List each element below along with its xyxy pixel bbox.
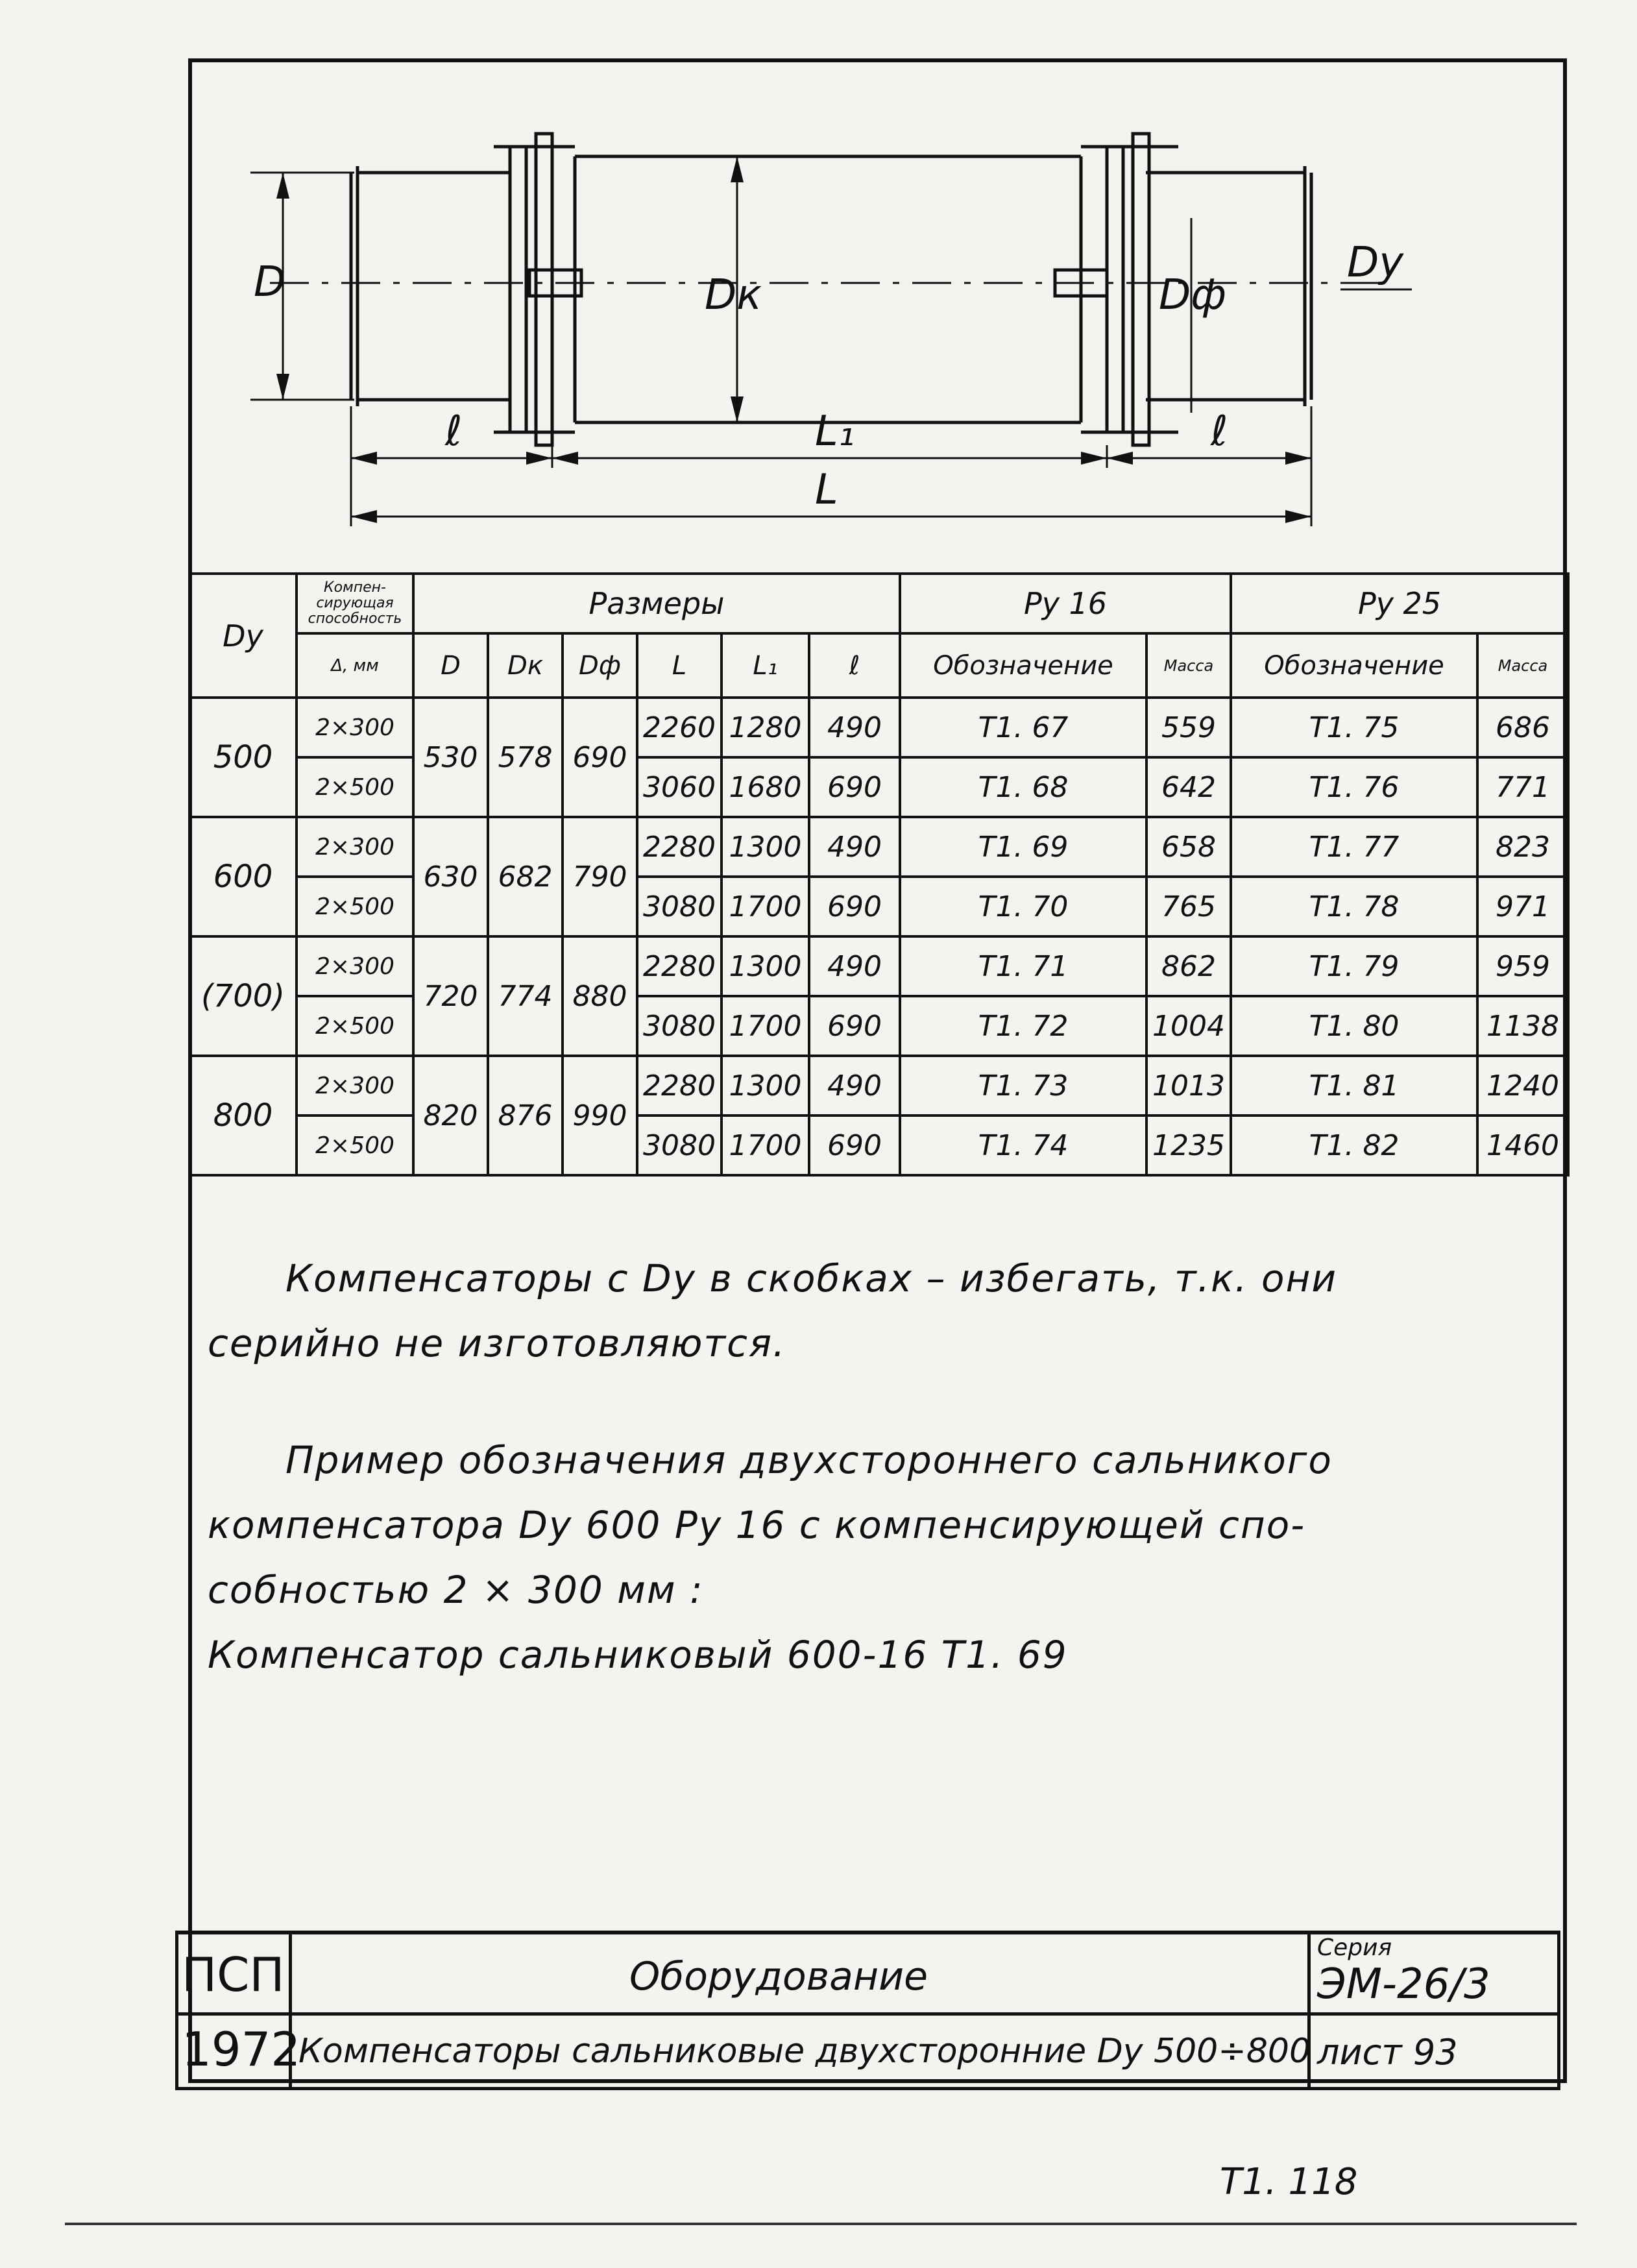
cell-mass-16: 559 xyxy=(1146,698,1231,757)
header-d: D xyxy=(413,633,488,698)
cell-mass-16: 658 xyxy=(1146,817,1231,877)
cell-designation-25: Т1. 77 xyxy=(1231,817,1477,877)
cell-d: 630 xyxy=(413,817,488,936)
header-l1: L₁ xyxy=(721,633,809,698)
cell-d: 530 xyxy=(413,698,488,817)
cell-l-small: 490 xyxy=(809,817,900,877)
dim-label-l-left: ℓ xyxy=(445,408,463,456)
cell-l: 3080 xyxy=(637,1116,721,1175)
header-l: L xyxy=(637,633,721,698)
dim-label-df: Dф xyxy=(1159,271,1226,319)
cell-comp: 2×500 xyxy=(297,1116,413,1175)
cell-mass-25: 1460 xyxy=(1477,1116,1568,1175)
cell-df: 990 xyxy=(563,1056,637,1175)
cell-mass-25: 1138 xyxy=(1477,996,1568,1056)
table-row xyxy=(189,877,1568,936)
header-mass-16: Масса xyxy=(1146,633,1231,698)
cell-l1: 1700 xyxy=(721,996,809,1056)
header-designation-16: Обозначение xyxy=(900,633,1146,698)
cell-l-small: 490 xyxy=(809,1056,900,1116)
dim-label-l1: L₁ xyxy=(815,408,855,456)
note1-line2: серийно не изготовляются. xyxy=(208,1321,786,1365)
cell-d: 820 xyxy=(413,1056,488,1175)
cell-mass-25: 971 xyxy=(1477,877,1568,936)
cell-l-small: 490 xyxy=(809,936,900,996)
cell-l-small: 690 xyxy=(809,1116,900,1175)
header-mass-25: Масса xyxy=(1477,633,1568,698)
table-row xyxy=(189,817,1568,877)
cell-l1: 1300 xyxy=(721,817,809,877)
cell-comp: 2×500 xyxy=(297,757,413,817)
cell-comp: 2×500 xyxy=(297,877,413,936)
header-dimensions: Размеры xyxy=(413,574,900,633)
dim-label-l-right: ℓ xyxy=(1211,408,1228,456)
cell-l-small: 490 xyxy=(809,698,900,757)
cell-l1: 1300 xyxy=(721,1056,809,1116)
cell-mass-25: 959 xyxy=(1477,936,1568,996)
cell-l: 2280 xyxy=(637,936,721,996)
note2-line4: Компенсатор сальниковый 600-16 Т1. 69 xyxy=(208,1633,1068,1677)
cell-designation-16: Т1. 73 xyxy=(900,1056,1146,1116)
cell-l1: 1280 xyxy=(721,698,809,757)
cell-designation-16: Т1. 67 xyxy=(900,698,1146,757)
cell-designation-16: Т1. 68 xyxy=(900,757,1146,817)
subject-title: Компенсаторы сальниковые двухсторонние Dу 500÷800 xyxy=(298,2032,1311,2071)
cell-l: 3080 xyxy=(637,877,721,936)
year: 1972 xyxy=(182,2022,301,2077)
cell-dy: 800 xyxy=(189,1056,297,1175)
cell-comp: 2×500 xyxy=(297,996,413,1056)
cell-mass-25: 1240 xyxy=(1477,1056,1568,1116)
table-row xyxy=(189,1056,1568,1116)
table-row xyxy=(189,996,1568,1056)
cell-designation-16: Т1. 69 xyxy=(900,817,1146,877)
cell-designation-16: Т1. 74 xyxy=(900,1116,1146,1175)
note2-line3: собностью 2 × 300 мм : xyxy=(208,1568,704,1612)
header-py16: Pу 16 xyxy=(900,574,1231,633)
cell-l: 2280 xyxy=(637,817,721,877)
cell-l-small: 690 xyxy=(809,877,900,936)
dim-label-dy: Dy xyxy=(1347,239,1404,287)
cell-comp: 2×300 xyxy=(297,698,413,757)
note-designation-example xyxy=(208,1428,1544,1687)
table-row xyxy=(189,698,1568,757)
note2-line2: компенсатора Dу 600 Pу 16 с компенсирующей спо- xyxy=(208,1503,1306,1547)
header-comp-unit: Δ, мм xyxy=(297,633,413,698)
cell-mass-16: 1013 xyxy=(1146,1056,1231,1116)
cell-mass-16: 1235 xyxy=(1146,1116,1231,1175)
org-name: ПСП xyxy=(182,1947,285,2002)
cell-l: 2280 xyxy=(637,1056,721,1116)
cell-designation-25: Т1. 76 xyxy=(1231,757,1477,817)
cell-designation-25: Т1. 75 xyxy=(1231,698,1477,757)
header-dk: Dк xyxy=(488,633,563,698)
cell-dy: 600 xyxy=(189,817,297,936)
cell-l: 2260 xyxy=(637,698,721,757)
cell-mass-25: 771 xyxy=(1477,757,1568,817)
cell-designation-25: Т1. 80 xyxy=(1231,996,1477,1056)
cell-comp: 2×300 xyxy=(297,817,413,877)
cell-l1: 1700 xyxy=(721,1116,809,1175)
header-l-small: ℓ xyxy=(809,633,900,698)
cell-designation-25: Т1. 78 xyxy=(1231,877,1477,936)
note-avoid-brackets xyxy=(208,1246,1544,1376)
compensator-sketch xyxy=(192,62,1571,575)
note2-line1: Пример обозначения двухстороннего сальникого xyxy=(285,1438,1333,1482)
section-title: Оборудование xyxy=(629,1954,928,1999)
dim-label-d: D xyxy=(254,258,286,306)
header-designation-25: Обозначение xyxy=(1231,633,1477,698)
cell-designation-16: Т1. 72 xyxy=(900,996,1146,1056)
cell-mass-16: 862 xyxy=(1146,936,1231,996)
header-compensating-capacity: Компен- сирующая способность xyxy=(297,574,413,633)
cell-d: 720 xyxy=(413,936,488,1056)
cell-mass-25: 823 xyxy=(1477,817,1568,877)
table-row xyxy=(189,936,1568,996)
dim-label-l: L xyxy=(815,466,838,514)
cell-dy: 500 xyxy=(189,698,297,817)
cell-mass-16: 765 xyxy=(1146,877,1231,936)
header-dy: Dу xyxy=(189,574,297,698)
cell-dy: (700) xyxy=(189,936,297,1056)
series-label: Серия xyxy=(1317,1934,1392,1961)
cell-comp: 2×300 xyxy=(297,936,413,996)
cell-l1: 1700 xyxy=(721,877,809,936)
table-row xyxy=(189,1116,1568,1175)
cell-df: 690 xyxy=(563,698,637,817)
cell-l: 3060 xyxy=(637,757,721,817)
cell-l-small: 690 xyxy=(809,757,900,817)
header-py25: Pу 25 xyxy=(1231,574,1568,633)
sheet-number: лист 93 xyxy=(1317,2032,1458,2073)
cell-designation-16: Т1. 70 xyxy=(900,877,1146,936)
cell-mass-16: 1004 xyxy=(1146,996,1231,1056)
cell-mass-25: 686 xyxy=(1477,698,1568,757)
note1-line1: Компенсаторы с Dу в скобках – избегать, т.к. они xyxy=(285,1256,1338,1300)
cell-df: 790 xyxy=(563,817,637,936)
cell-comp: 2×300 xyxy=(297,1056,413,1116)
cell-l: 3080 xyxy=(637,996,721,1056)
series-code: ЭМ-26/3 xyxy=(1317,1960,1490,2008)
sheet-stamp: Т1. 118 xyxy=(1220,2161,1358,2203)
cell-l-small: 690 xyxy=(809,996,900,1056)
cell-designation-25: Т1. 81 xyxy=(1231,1056,1477,1116)
title-block xyxy=(175,1931,1560,2090)
dim-label-dk: Dк xyxy=(705,271,762,319)
cell-dk: 682 xyxy=(488,817,563,936)
specification-table xyxy=(188,572,1570,1177)
bottom-divider xyxy=(65,2223,1577,2225)
cell-l1: 1680 xyxy=(721,757,809,817)
cell-dk: 876 xyxy=(488,1056,563,1175)
cell-designation-25: Т1. 82 xyxy=(1231,1116,1477,1175)
cell-designation-25: Т1. 79 xyxy=(1231,936,1477,996)
compensator-drawing xyxy=(192,62,1571,575)
cell-df: 880 xyxy=(563,936,637,1056)
cell-dk: 774 xyxy=(488,936,563,1056)
cell-l1: 1300 xyxy=(721,936,809,996)
table-row xyxy=(189,757,1568,817)
cell-designation-16: Т1. 71 xyxy=(900,936,1146,996)
cell-dk: 578 xyxy=(488,698,563,817)
cell-mass-16: 642 xyxy=(1146,757,1231,817)
header-df: Dф xyxy=(563,633,637,698)
